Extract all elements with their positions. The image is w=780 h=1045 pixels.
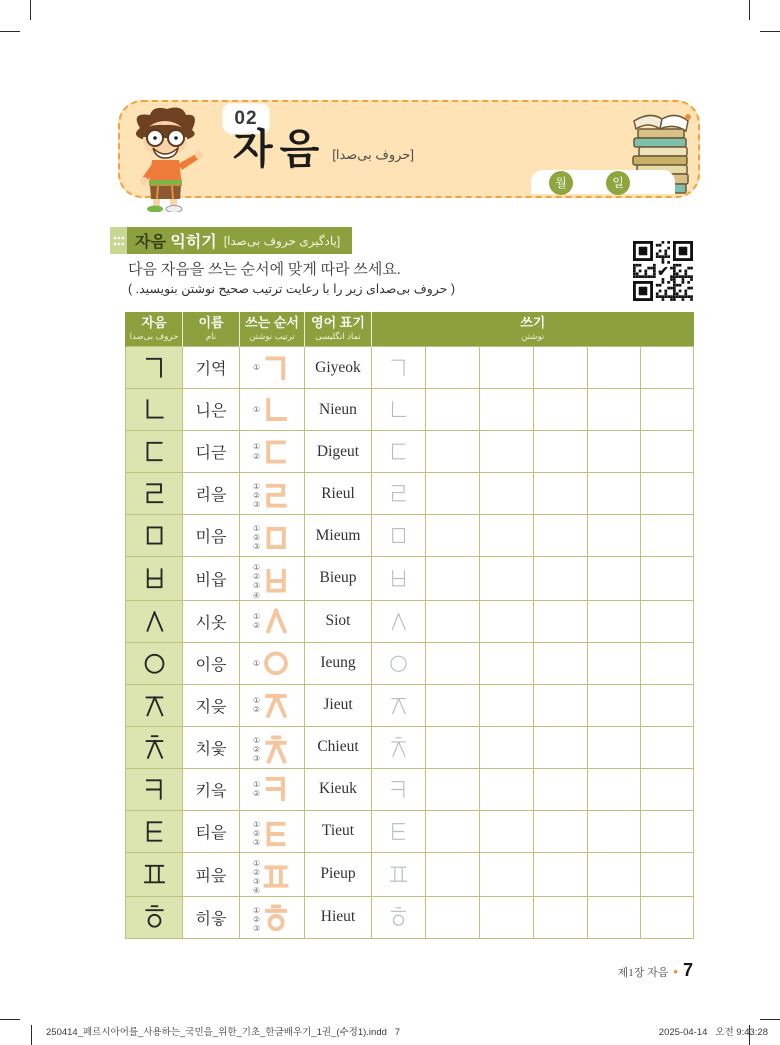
practice-cell[interactable] — [426, 896, 480, 938]
name-cell: 니은 — [183, 389, 240, 431]
chapter-label: 제1장 자음 — [617, 967, 669, 979]
practice-cell[interactable] — [588, 515, 641, 557]
practice-cell[interactable] — [588, 896, 641, 938]
stroke-order-cell: ① ② ③ — [240, 896, 305, 938]
trace-cell[interactable] — [372, 896, 426, 938]
imprint-datetime: 2025-04-14 오전 9:43:28 — [658, 1027, 768, 1038]
crop-mark-top-left-v — [30, 0, 31, 20]
stroke-order-cell: ① — [240, 389, 305, 431]
consonant-cell — [126, 515, 183, 557]
practice-cell[interactable] — [426, 642, 480, 684]
day-badge — [606, 171, 630, 195]
stroke-order-cell: ① ② — [240, 768, 305, 810]
practice-cell[interactable] — [588, 347, 641, 389]
practice-cell[interactable] — [426, 684, 480, 726]
practice-cell[interactable] — [534, 473, 588, 515]
stroke-order-cell: ① ② — [240, 684, 305, 726]
consonant-cell — [126, 389, 183, 431]
imprint-file-info: 250414_페르시아어를_사용하는_국민을_위한_기초_한글배우기_1권_(수정1).indd 7 — [46, 1027, 401, 1038]
practice-cell[interactable] — [426, 473, 480, 515]
english-cell: Giyeok — [305, 347, 372, 389]
section-title-korean-1: 자음 — [135, 234, 166, 251]
english-cell: Digeut — [305, 431, 372, 473]
crop-mark-bottom-left-h — [0, 1019, 20, 1020]
practice-cell[interactable] — [534, 600, 588, 642]
table-row — [126, 347, 694, 389]
section-deco-icon — [110, 227, 127, 254]
name-cell: 기역 — [183, 347, 240, 389]
instruction-persian: ( حروف بی‌صدای زیر را با رعایت ترتیب صحیح نوشتن بنویسید. ) — [128, 282, 456, 296]
trace-cell[interactable] — [372, 515, 426, 557]
practice-cell[interactable] — [480, 431, 534, 473]
stroke-order-cell: ① ② ③ — [240, 515, 305, 557]
practice-cell[interactable] — [641, 642, 694, 684]
header-stroke-order: 쓰는 순서 ترتیب نوشتن — [240, 312, 305, 347]
practice-cell[interactable] — [641, 389, 694, 431]
practice-cell[interactable] — [426, 810, 480, 852]
trace-cell[interactable] — [372, 810, 426, 852]
trace-cell[interactable] — [372, 768, 426, 810]
page-title — [233, 128, 414, 171]
english-cell: Rieul — [305, 473, 372, 515]
trace-cell[interactable] — [372, 347, 426, 389]
lesson-number: 02 — [234, 108, 258, 129]
stroke-order-cell: ① ② — [240, 431, 305, 473]
practice-cell[interactable] — [641, 768, 694, 810]
english-cell: Siot — [305, 600, 372, 642]
practice-cell[interactable] — [480, 896, 534, 938]
english-cell: Mieum — [305, 515, 372, 557]
trace-cell[interactable] — [372, 726, 426, 768]
practice-cell[interactable] — [534, 389, 588, 431]
table-header-row — [126, 312, 694, 347]
svg-text:✔: ✔ — [657, 263, 669, 279]
stroke-order-cell: ① — [240, 347, 305, 389]
practice-cell[interactable] — [641, 600, 694, 642]
english-cell: Bieup — [305, 557, 372, 601]
practice-cell[interactable] — [480, 389, 534, 431]
practice-cell[interactable] — [426, 347, 480, 389]
practice-cell[interactable] — [426, 852, 480, 896]
table-row — [126, 557, 694, 601]
consonant-cell — [126, 684, 183, 726]
table-row — [126, 684, 694, 726]
practice-cell[interactable] — [641, 473, 694, 515]
consonant-cell — [126, 347, 183, 389]
trace-cell[interactable] — [372, 431, 426, 473]
consonant-cell — [126, 896, 183, 938]
practice-cell[interactable] — [641, 726, 694, 768]
practice-cell[interactable] — [480, 600, 534, 642]
table-row — [126, 515, 694, 557]
table-row — [126, 810, 694, 852]
imprint-line — [0, 1024, 780, 1038]
title-persian: [حروف بی‌صدا] — [332, 147, 414, 163]
practice-cell[interactable] — [480, 726, 534, 768]
section-title-korean-2: 익히기 — [170, 234, 217, 251]
page-number: 7 — [682, 960, 693, 980]
consonant-cell — [126, 600, 183, 642]
practice-cell[interactable] — [641, 431, 694, 473]
header-name: 이름 نام — [183, 312, 240, 347]
practice-cell[interactable] — [588, 473, 641, 515]
table-row — [126, 473, 694, 515]
practice-cell[interactable] — [480, 852, 534, 896]
stroke-order-cell: ① ② ③ — [240, 810, 305, 852]
consonant-cell — [126, 852, 183, 896]
practice-cell[interactable] — [480, 473, 534, 515]
practice-cell[interactable] — [426, 431, 480, 473]
english-cell: Ieung — [305, 642, 372, 684]
name-cell: 티읕 — [183, 810, 240, 852]
practice-cell[interactable] — [426, 389, 480, 431]
consonant-table — [125, 312, 694, 939]
name-cell: 키읔 — [183, 768, 240, 810]
english-cell: Tieut — [305, 810, 372, 852]
table-row — [126, 896, 694, 938]
month-label: 월 — [555, 176, 567, 190]
practice-cell[interactable] — [534, 896, 588, 938]
trace-cell[interactable] — [372, 389, 426, 431]
section-title-persian: [یادگیری حروف بی‌صدا] — [223, 233, 341, 248]
table-row — [126, 600, 694, 642]
trace-cell[interactable] — [372, 642, 426, 684]
name-cell: 히읗 — [183, 896, 240, 938]
stroke-order-cell: ① ② ③ ④ — [240, 557, 305, 601]
practice-cell[interactable] — [534, 347, 588, 389]
practice-cell[interactable] — [534, 810, 588, 852]
practice-cell[interactable] — [641, 347, 694, 389]
name-cell: 시옷 — [183, 600, 240, 642]
practice-cell[interactable] — [641, 557, 694, 601]
name-cell: 리을 — [183, 473, 240, 515]
practice-cell[interactable] — [588, 726, 641, 768]
cartoon-boy-illustration — [120, 104, 220, 212]
consonant-cell — [126, 810, 183, 852]
english-cell: Kieuk — [305, 768, 372, 810]
section-heading — [127, 227, 352, 254]
dots-icon — [113, 235, 125, 247]
consonant-cell — [126, 768, 183, 810]
day-label: 일 — [612, 176, 624, 190]
practice-cell[interactable] — [641, 515, 694, 557]
table-row — [126, 642, 694, 684]
table-row — [126, 768, 694, 810]
footer-bullet: • — [673, 964, 678, 979]
month-badge — [549, 171, 573, 195]
practice-cell[interactable] — [534, 768, 588, 810]
table-row — [126, 389, 694, 431]
practice-cell[interactable] — [426, 726, 480, 768]
table-row — [126, 431, 694, 473]
title-korean: 자음 — [233, 126, 327, 172]
name-cell: 치읓 — [183, 726, 240, 768]
practice-cell[interactable] — [534, 726, 588, 768]
practice-cell[interactable] — [480, 347, 534, 389]
practice-cell[interactable] — [588, 389, 641, 431]
practice-cell[interactable] — [534, 557, 588, 601]
practice-cell[interactable] — [588, 768, 641, 810]
practice-cell[interactable] — [588, 810, 641, 852]
english-cell: Pieup — [305, 852, 372, 896]
practice-cell[interactable] — [480, 557, 534, 601]
practice-cell[interactable] — [588, 431, 641, 473]
practice-cell[interactable] — [588, 557, 641, 601]
crop-mark-top-left-h — [0, 31, 20, 32]
practice-cell[interactable] — [641, 852, 694, 896]
practice-cell[interactable] — [426, 557, 480, 601]
consonant-cell — [126, 726, 183, 768]
practice-cell[interactable] — [534, 852, 588, 896]
practice-cell[interactable] — [534, 515, 588, 557]
practice-cell[interactable] — [534, 431, 588, 473]
practice-cell[interactable] — [588, 642, 641, 684]
header-write: 쓰기 نوشتن — [372, 312, 694, 347]
practice-cell[interactable] — [480, 515, 534, 557]
stroke-order-cell: ① — [240, 642, 305, 684]
english-cell: Nieun — [305, 389, 372, 431]
practice-cell[interactable] — [534, 684, 588, 726]
english-cell: Jieut — [305, 684, 372, 726]
consonant-cell — [126, 557, 183, 601]
practice-cell[interactable] — [588, 684, 641, 726]
instruction-korean: 다음 자음을 쓰는 순서에 맞게 따라 쓰세요. — [128, 262, 401, 278]
trace-cell[interactable] — [372, 600, 426, 642]
consonant-cell — [126, 431, 183, 473]
page-footer — [125, 960, 693, 981]
crop-mark-top-right-v — [749, 0, 750, 20]
name-cell: 이응 — [183, 642, 240, 684]
english-cell: Hieut — [305, 896, 372, 938]
practice-cell[interactable] — [480, 642, 534, 684]
name-cell: 비읍 — [183, 557, 240, 601]
name-cell: 지읒 — [183, 684, 240, 726]
trace-cell[interactable] — [372, 557, 426, 601]
table-row — [126, 726, 694, 768]
stroke-order-cell: ① ② ③ — [240, 726, 305, 768]
practice-cell[interactable] — [641, 896, 694, 938]
english-cell: Chieut — [305, 726, 372, 768]
trace-cell[interactable] — [372, 684, 426, 726]
practice-cell[interactable] — [588, 600, 641, 642]
name-cell: 미음 — [183, 515, 240, 557]
practice-cell[interactable] — [426, 768, 480, 810]
practice-cell[interactable] — [426, 600, 480, 642]
stroke-order-cell: ① ② ③ ④ — [240, 852, 305, 896]
trace-cell[interactable] — [372, 473, 426, 515]
practice-cell[interactable] — [534, 642, 588, 684]
crop-mark-bottom-right-h — [760, 1019, 780, 1020]
qr-code — [633, 241, 693, 301]
practice-cell[interactable] — [480, 768, 534, 810]
practice-cell[interactable] — [480, 684, 534, 726]
consonant-cell — [126, 473, 183, 515]
practice-cell[interactable] — [641, 810, 694, 852]
header-english: 영어 표기 نماد انگلیسی — [305, 312, 372, 347]
header-consonant: 자음 حروف بی‌صدا — [126, 312, 183, 347]
name-cell: 디귿 — [183, 431, 240, 473]
table-row — [126, 852, 694, 896]
practice-cell[interactable] — [641, 684, 694, 726]
practice-cell[interactable] — [426, 515, 480, 557]
name-cell: 피읖 — [183, 852, 240, 896]
consonant-cell — [126, 642, 183, 684]
stroke-order-cell: ① ② ③ — [240, 473, 305, 515]
practice-cell[interactable] — [480, 810, 534, 852]
practice-cell[interactable] — [588, 852, 641, 896]
crop-mark-top-right-h — [760, 31, 780, 32]
stroke-order-cell: ① ② — [240, 600, 305, 642]
trace-cell[interactable] — [372, 852, 426, 896]
